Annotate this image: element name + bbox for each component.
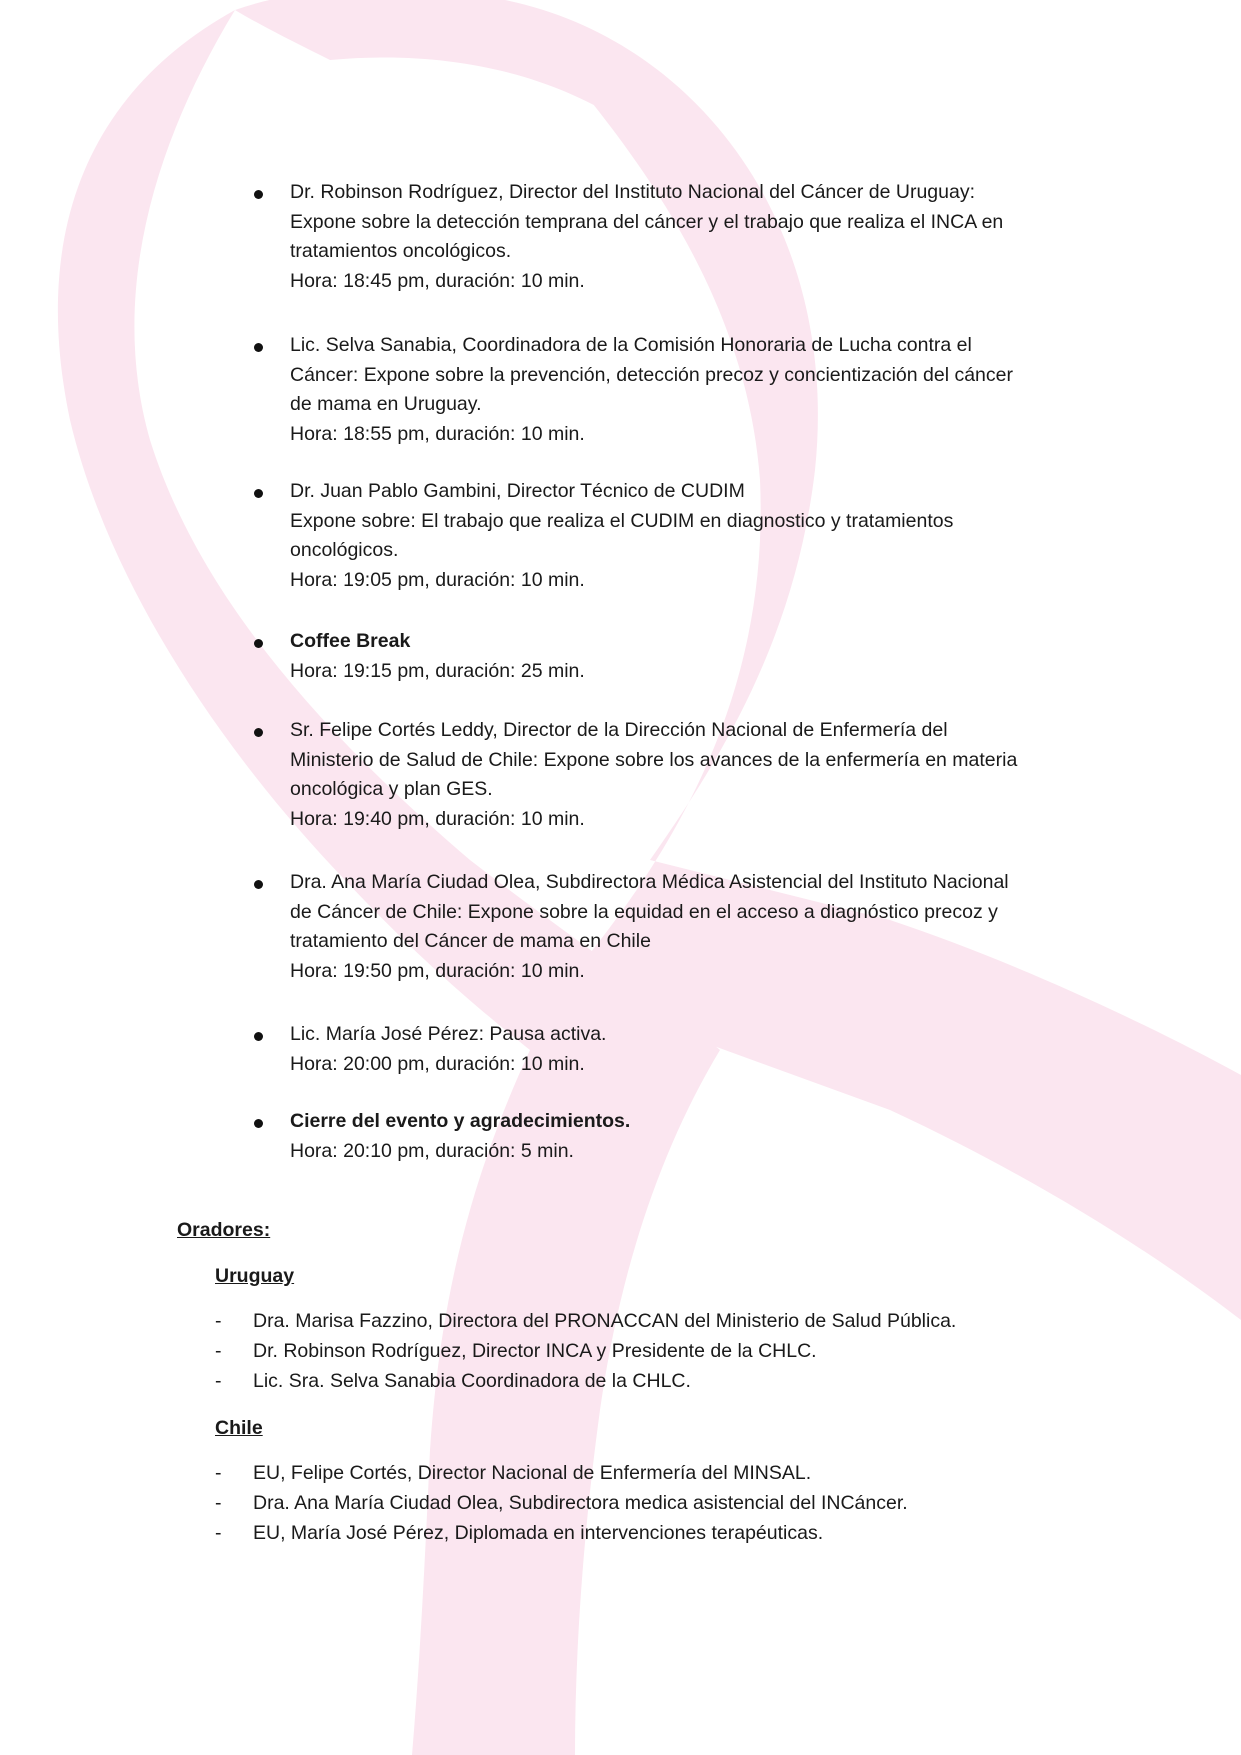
dash-marker: - <box>215 1310 222 1332</box>
speaker-text: Dra. Marisa Fazzino, Directora del PRONACCAN del Ministerio de Salud Pública. <box>253 1310 957 1332</box>
dash-marker: - <box>215 1340 222 1362</box>
speaker-text: Lic. Sra. Selva Sanabia Coordinadora de la CHLC. <box>253 1370 691 1392</box>
uruguay-heading: Uruguay <box>215 1265 295 1287</box>
bullet-icon <box>254 489 263 498</box>
speaker-text: EU, Felipe Cortés, Director Nacional de Enfermería del MINSAL. <box>253 1462 812 1484</box>
schedule-item-ciudad-olea <box>290 868 1090 986</box>
schedule-item-sanabia <box>290 331 1090 449</box>
schedule-item-closing <box>290 1107 1090 1166</box>
schedule-line: Cáncer: Expone sobre la prevención, detección precoz y concientización del cáncer <box>290 363 1013 386</box>
dash-marker: - <box>215 1462 222 1484</box>
schedule-line: Lic. Selva Sanabia, Coordinadora de la Comisión Honoraria de Lucha contra el <box>290 334 972 356</box>
schedule-line: Ministerio de Salud de Chile: Expone sobre los avances de la enfermería en materia <box>290 748 1018 771</box>
schedule-item-gambini <box>290 477 1090 595</box>
schedule-item-cortes <box>290 716 1090 834</box>
speaker-text: Dra. Ana María Ciudad Olea, Subdirectora medica asistencial del INCáncer. <box>253 1492 908 1514</box>
uruguay-speaker-list <box>215 1306 1115 1396</box>
schedule-line: oncológica y plan GES. <box>290 778 493 800</box>
schedule-time: Hora: 19:50 pm, duración: 10 min. <box>290 959 585 982</box>
schedule-line: Expone sobre: El trabajo que realiza el CUDIM en diagnostico y tratamientos <box>290 509 954 532</box>
list-item <box>215 1336 1115 1366</box>
bullet-icon <box>254 1119 263 1128</box>
schedule-line: Lic. María José Pérez: Pausa activa. <box>290 1023 607 1045</box>
bullet-icon <box>254 190 263 199</box>
speaker-text: EU, María José Pérez, Diplomada en intervenciones terapéuticas. <box>253 1522 824 1544</box>
bullet-icon <box>254 343 263 352</box>
schedule-line: Dr. Robinson Rodríguez, Director del Instituto Nacional del Cáncer de Uruguay: <box>290 181 976 203</box>
schedule-time: Hora: 18:55 pm, duración: 10 min. <box>290 422 585 445</box>
chile-heading: Chile <box>215 1417 263 1439</box>
schedule-line: Expone sobre la detección temprana del cáncer y el trabajo que realiza el INCA en <box>290 210 1004 233</box>
schedule-time: Hora: 19:40 pm, duración: 10 min. <box>290 807 585 830</box>
schedule-item-coffee-break <box>290 627 1090 686</box>
list-item <box>215 1306 1115 1336</box>
schedule-line: de mama en Uruguay. <box>290 393 482 415</box>
schedule-line: Dra. Ana María Ciudad Olea, Subdirectora Médica Asistencial del Instituto Nacional <box>290 871 1009 893</box>
schedule-line: tratamientos oncológicos. <box>290 240 512 262</box>
schedule-item-perez <box>290 1020 1090 1079</box>
bullet-icon <box>254 728 263 737</box>
schedule-time: Hora: 18:45 pm, duración: 10 min. <box>290 269 585 292</box>
list-item <box>215 1458 1115 1488</box>
dash-marker: - <box>215 1370 222 1392</box>
schedule-line: tratamiento del Cáncer de mama en Chile <box>290 930 651 952</box>
bullet-icon <box>254 639 263 648</box>
list-item <box>215 1518 1115 1548</box>
schedule-line: Coffee Break <box>290 630 411 652</box>
schedule-time: Hora: 19:15 pm, duración: 25 min. <box>290 659 585 682</box>
schedule-line: Dr. Juan Pablo Gambini, Director Técnico de CUDIM <box>290 480 745 502</box>
bullet-icon <box>254 1032 263 1041</box>
schedule-line: de Cáncer de Chile: Expone sobre la equidad en el acceso a diagnóstico precoz y <box>290 900 998 923</box>
schedule-line: Sr. Felipe Cortés Leddy, Director de la Dirección Nacional de Enfermería del <box>290 719 948 741</box>
bullet-icon <box>254 880 263 889</box>
list-item <box>215 1488 1115 1518</box>
schedule-line: Cierre del evento y agradecimientos. <box>290 1110 631 1132</box>
dash-marker: - <box>215 1522 222 1544</box>
schedule-line: oncológicos. <box>290 539 399 561</box>
schedule-time: Hora: 20:10 pm, duración: 5 min. <box>290 1139 574 1162</box>
schedule-time: Hora: 20:00 pm, duración: 10 min. <box>290 1052 585 1075</box>
list-item <box>215 1366 1115 1396</box>
speaker-text: Dr. Robinson Rodríguez, Director INCA y Presidente de la CHLC. <box>253 1340 817 1362</box>
schedule-item-rodriguez <box>290 178 1090 296</box>
chile-speaker-list <box>215 1458 1115 1548</box>
speakers-heading: Oradores: <box>177 1219 271 1241</box>
schedule-time: Hora: 19:05 pm, duración: 10 min. <box>290 568 585 591</box>
dash-marker: - <box>215 1492 222 1514</box>
